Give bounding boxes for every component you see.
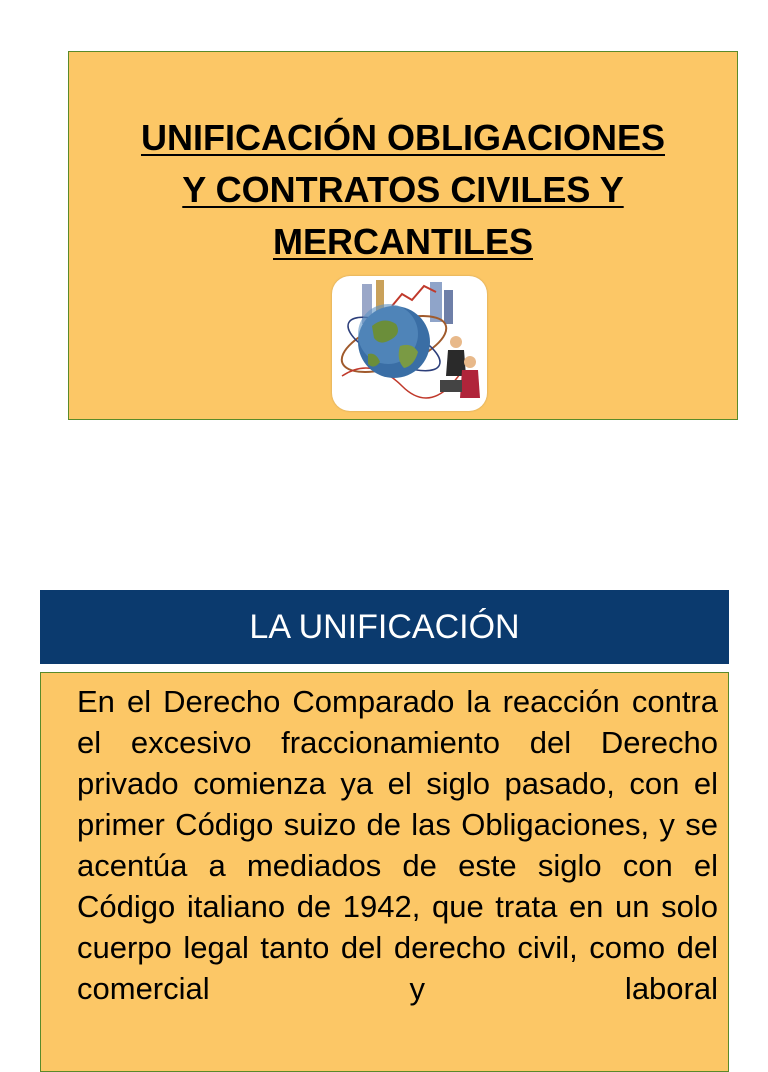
title-line-3: MERCANTILES	[273, 221, 533, 262]
body-paragraph: En el Derecho Comparado la reacción contra el excesivo fraccionamiento del Derecho privado comienza ya el siglo pasado, con el primer Código suizo de las Obligaciones, y se acentúa a mediados de este siglo con el Código italiano de 1942, que trata en un solo cuerpo legal tanto del derecho civil, como del comercial y laboral	[77, 684, 718, 1006]
title-slide-box	[68, 51, 738, 420]
title-line-2: Y CONTRATOS CIVILES Y	[182, 169, 624, 210]
globe-icon	[332, 276, 487, 411]
title-line-1: UNIFICACIÓN OBLIGACIONES	[140, 117, 665, 158]
globe-business-clipart	[332, 276, 487, 411]
body-text-box	[40, 672, 729, 1072]
slide-title	[89, 112, 717, 268]
section-header: LA UNIFICACIÓN	[40, 590, 729, 664]
